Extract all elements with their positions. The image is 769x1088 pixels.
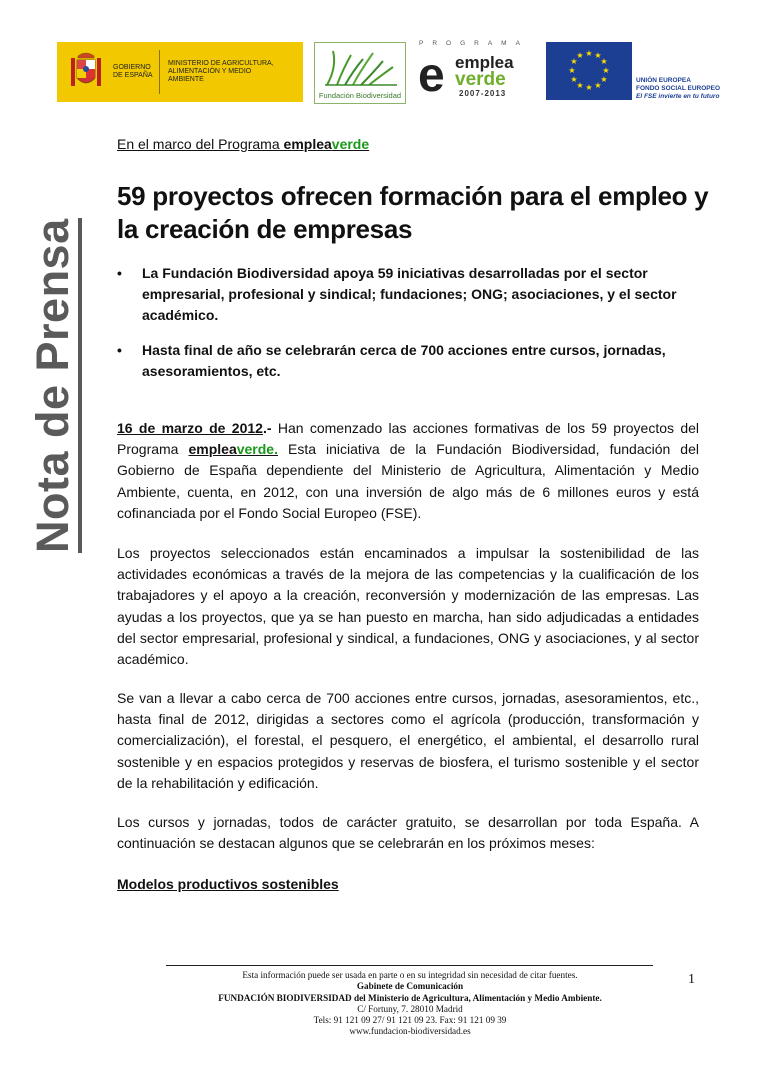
footer-divider [166, 965, 653, 966]
section-heading: Modelos productivos sostenibles [117, 876, 339, 892]
date-dash: .- [262, 420, 272, 436]
page-number: 1 [688, 972, 695, 987]
svg-text:★: ★ [594, 81, 602, 90]
p1-verde: verde. [236, 441, 278, 458]
svg-text:★: ★ [570, 75, 578, 84]
svg-text:★: ★ [600, 75, 608, 84]
coat-of-arms-icon [67, 50, 105, 94]
side-label-text: Nota de Prensa [27, 218, 82, 553]
intro-verde: verde [331, 136, 370, 152]
intro-emplea: emplea [283, 136, 332, 152]
svg-text:★: ★ [600, 57, 608, 66]
emplea-verde-logo [415, 40, 535, 106]
svg-text:★: ★ [602, 66, 610, 75]
emplea-verde-e-icon: e [418, 49, 445, 102]
page-title: 59 proyectos ofrecen formación para el empleo y la creación de empresas [117, 181, 709, 244]
paragraph-2: Los proyectos seleccionados están encaminados a impulsar la sostenibilidad de las actividades económicas a través de la mejora de las competencias y la cualificación de los trabajadores y el apoyo a la creación, reconversión y modernización de las empresas. Las ayudas a los proyectos, que ya se han puesto en marcha, han sido adjudicadas a entidades del sector empresarial, profesional y sindical, a fundaciones, ONG y asociaciones, y al sector académico. [117, 545, 699, 668]
svg-text:★: ★ [585, 83, 593, 92]
paragraph-3: Se van a llevar a cabo cerca de 700 acciones entre cursos, jornadas, asesoramientos, etc., hasta final de 2012, dirigidas a sectores como el agrícola (producción, transformación y comercialización), el forestal, el pesquero, el energético, el ambiental, el desarrollo rural sostenible y en espacios protegidos y reservas de biosfera, el turismo sostenible y el sector de la rehabilitación y edificación. [117, 690, 699, 791]
gobierno-text: GOBIERNO DE ESPAÑA [113, 64, 153, 79]
footer [160, 970, 660, 1038]
eu-line2: FONDO SOCIAL EUROPEO [636, 85, 721, 92]
footer-line5: Tels: 91 121 09 27/ 91 121 09 23. Fax: 91 121 09 39 [313, 1015, 507, 1026]
footer-line6: www.fundacion-biodiversidad.es [349, 1026, 471, 1037]
summary-bullets [117, 263, 697, 396]
date: 16 de marzo de 2012 [117, 420, 263, 436]
footer-line1: Esta información puede ser usada en parte o en su integridad sin necesidad de citar fuentes. [242, 970, 578, 980]
paragraph-1 [117, 418, 699, 524]
gobierno-logo [57, 42, 303, 102]
fundacion-logo-text: Fundación Biodiversidad [318, 91, 402, 100]
paragraph-4: Los cursos y jornadas, todos de carácter gratuito, se desarrollan por toda España. A continuación se destacan algunos que se celebrarán en los próximos meses: [117, 814, 699, 852]
eu-flag [546, 42, 632, 100]
eu-line1: UNIÓN EUROPEA [636, 77, 691, 84]
eu-line3: El FSE invierte en tu futuro [636, 93, 720, 100]
footer-line3: FUNDACIÓN BIODIVERSIDAD del Ministerio de Agricultura, Alimentación y Medio Ambiente. [218, 992, 602, 1003]
bullet-item: • Hasta final de año se celebrarán cerca de 700 acciones entre cursos, jornadas, asesoramientos, etc. [117, 340, 697, 382]
intro-prefix: En el marco del Programa [117, 136, 284, 152]
p1-text-a: Han comenzado las acciones formativas de los 59 proyectos del Programa [117, 420, 700, 458]
grass-icon [323, 47, 399, 87]
svg-text:★: ★ [585, 49, 593, 58]
emplea-logo-text: emplea [455, 53, 514, 72]
eu-text [636, 77, 720, 101]
eu-stars-icon [546, 42, 632, 100]
intro-line [117, 136, 369, 152]
verde-logo-text: verde [455, 69, 506, 90]
svg-text:★: ★ [576, 81, 584, 90]
svg-text:★: ★ [594, 51, 602, 60]
bullet-item: • La Fundación Biodiversidad apoya 59 iniciativas desarrolladas por el sector empresarial, profesional y sindical; fundaciones; ONG; asociaciones, y el sector académico. [117, 263, 697, 326]
nota-de-prensa-label [28, 208, 78, 553]
svg-text:★: ★ [570, 57, 578, 66]
logo-divider [159, 50, 160, 94]
footer-line2: Gabinete de Comunicación [356, 981, 464, 992]
svg-text:★: ★ [576, 51, 584, 60]
programa-text: PROGRAMA [419, 40, 529, 47]
emplea-verde-inline [188, 441, 278, 457]
svg-text:★: ★ [568, 66, 576, 75]
years-text: 2007-2013 [459, 89, 507, 98]
fundacion-biodiversidad-logo [314, 42, 406, 104]
ministerio-text: MINISTERIO DE AGRICULTURA, ALIMENTACIÓN Y MEDIO AMBIENTE [168, 60, 274, 83]
footer-line4: C/ Fortuny, 7. 28010 Madrid [357, 1003, 463, 1014]
p1-text-b: Esta iniciativa de la Fundación Biodiversidad, fundación del Gobierno de España dependiente del Ministerio de Agricultura, Alimentación y Medio Ambiente, cuenta, en 2012, con una inversión de algo más de 6 millones euros y está cofinanciada por el Fondo Social Europeo (FSE). [117, 441, 699, 521]
p1-emplea: emplea [188, 441, 237, 458]
